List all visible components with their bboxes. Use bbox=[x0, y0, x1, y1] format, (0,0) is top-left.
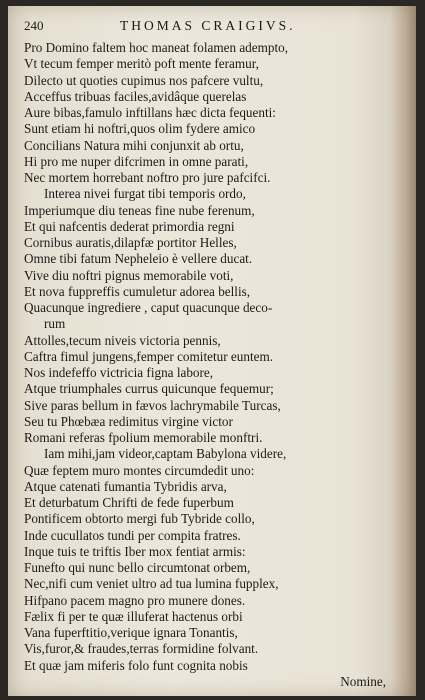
text-line: Vive diu noftri pignus memorabile voti, bbox=[24, 267, 234, 283]
text-line: Interea nivei furgat tibi temporis ordo, bbox=[44, 186, 246, 202]
text-line: Vis,furor,& fraudes,terras formidine folvant. bbox=[24, 641, 259, 657]
text-line: Sunt etiam hi noftri,quos olim fydere amico bbox=[24, 121, 256, 137]
text-line: Et qui nafcentis dederat primordia regni bbox=[24, 218, 235, 234]
text-line: Caftra fimul jungens,femper comitetur euntem. bbox=[24, 348, 274, 364]
text-line: Fælix fi per te quæ illuferat hactenus orbi bbox=[24, 608, 243, 624]
text-line: Attolles,tecum niveis victoria pennis, bbox=[24, 332, 221, 348]
poem-text bbox=[24, 40, 392, 690]
text-line: Atque catenati fumantia Tybridis arva, bbox=[24, 478, 227, 494]
text-line: Vt tecum femper meritò poft mente feramur, bbox=[24, 56, 259, 72]
text-line: Nec mortem horrebant noftro pro jure pafcifci. bbox=[24, 170, 271, 185]
text-line: Vana fuperftitio,verique ignara Tonantis, bbox=[24, 625, 238, 640]
text-line: Inque tuis te triftis Iber mox fentiat armis: bbox=[24, 543, 246, 559]
text-line: Aure bibas,famulo inftillans hæc dicta fequenti: bbox=[24, 105, 276, 120]
text-line: Quæ feptem muro montes circumdedit uno: bbox=[24, 462, 255, 478]
text-line: Cornibus auratis,dilapfæ portitor Helles, bbox=[24, 235, 237, 250]
text-line: rum bbox=[44, 316, 66, 332]
text-line: Acceffus tribuas faciles,avidâque querelas bbox=[24, 88, 247, 104]
page-header bbox=[24, 18, 394, 36]
page-edge-stain bbox=[390, 6, 416, 696]
text-line: Dilecto ut quoties cupimus nos pafcere vultu, bbox=[24, 72, 264, 88]
text-line: Pro Domino faltem hoc maneat folamen adempto, bbox=[24, 40, 289, 55]
text-line: Concilians Natura mihi conjunxit ab ortu, bbox=[24, 137, 244, 153]
text-line: Hifpano pacem magno pro munere dones. bbox=[24, 592, 246, 608]
text-line: Pontificem obtorto mergi fub Tybride collo, bbox=[24, 511, 255, 527]
text-line: Hi pro me nuper difcrimen in omne parati, bbox=[24, 153, 249, 169]
book-page bbox=[8, 6, 416, 696]
text-line: Omne tibi fatum Nepheleio è vellere ducat. bbox=[24, 251, 253, 267]
page-number: 240 bbox=[24, 18, 44, 33]
text-line: Imperiumque diu teneas fine nube ferenum, bbox=[24, 202, 255, 218]
text-line: Nec,nifi cum veniet ultro ad tua lumina fupplex, bbox=[24, 576, 279, 592]
text-line: Et deturbatum Chrifti de fede fuperbum bbox=[24, 495, 234, 510]
text-line: Atque triumphales currus quicunque fequemur; bbox=[24, 381, 274, 397]
text-line: Et nova fuppreffis cumuletur adorea bellis, bbox=[24, 283, 251, 299]
text-line: Sive paras bellum in fævos lachrymabile Turcas, bbox=[24, 397, 281, 413]
text-line: Iam mihi,jam videor,captam Babylona videre, bbox=[44, 446, 287, 462]
text-line: Funefto qui nunc bello circumtonat orbem, bbox=[24, 560, 251, 575]
text-line: Seu tu Phœbæa redimitus virgine victor bbox=[24, 413, 233, 429]
text-line: Romani referas fpolium memorabile monftri. bbox=[24, 430, 263, 445]
running-head: THOMAS CRAIGIVS. bbox=[120, 18, 296, 33]
text-line: Et quæ jam miferis folo funt cognita nobis bbox=[24, 657, 248, 673]
text-line: Inde cucullatos tundi per compita fratres. bbox=[24, 527, 241, 543]
text-line: Nos indefeffo victricia figna labore, bbox=[24, 365, 214, 380]
text-line: Quacunque ingrediere , caput quacunque deco- bbox=[24, 300, 273, 315]
text-line: Nomine, bbox=[340, 673, 386, 689]
